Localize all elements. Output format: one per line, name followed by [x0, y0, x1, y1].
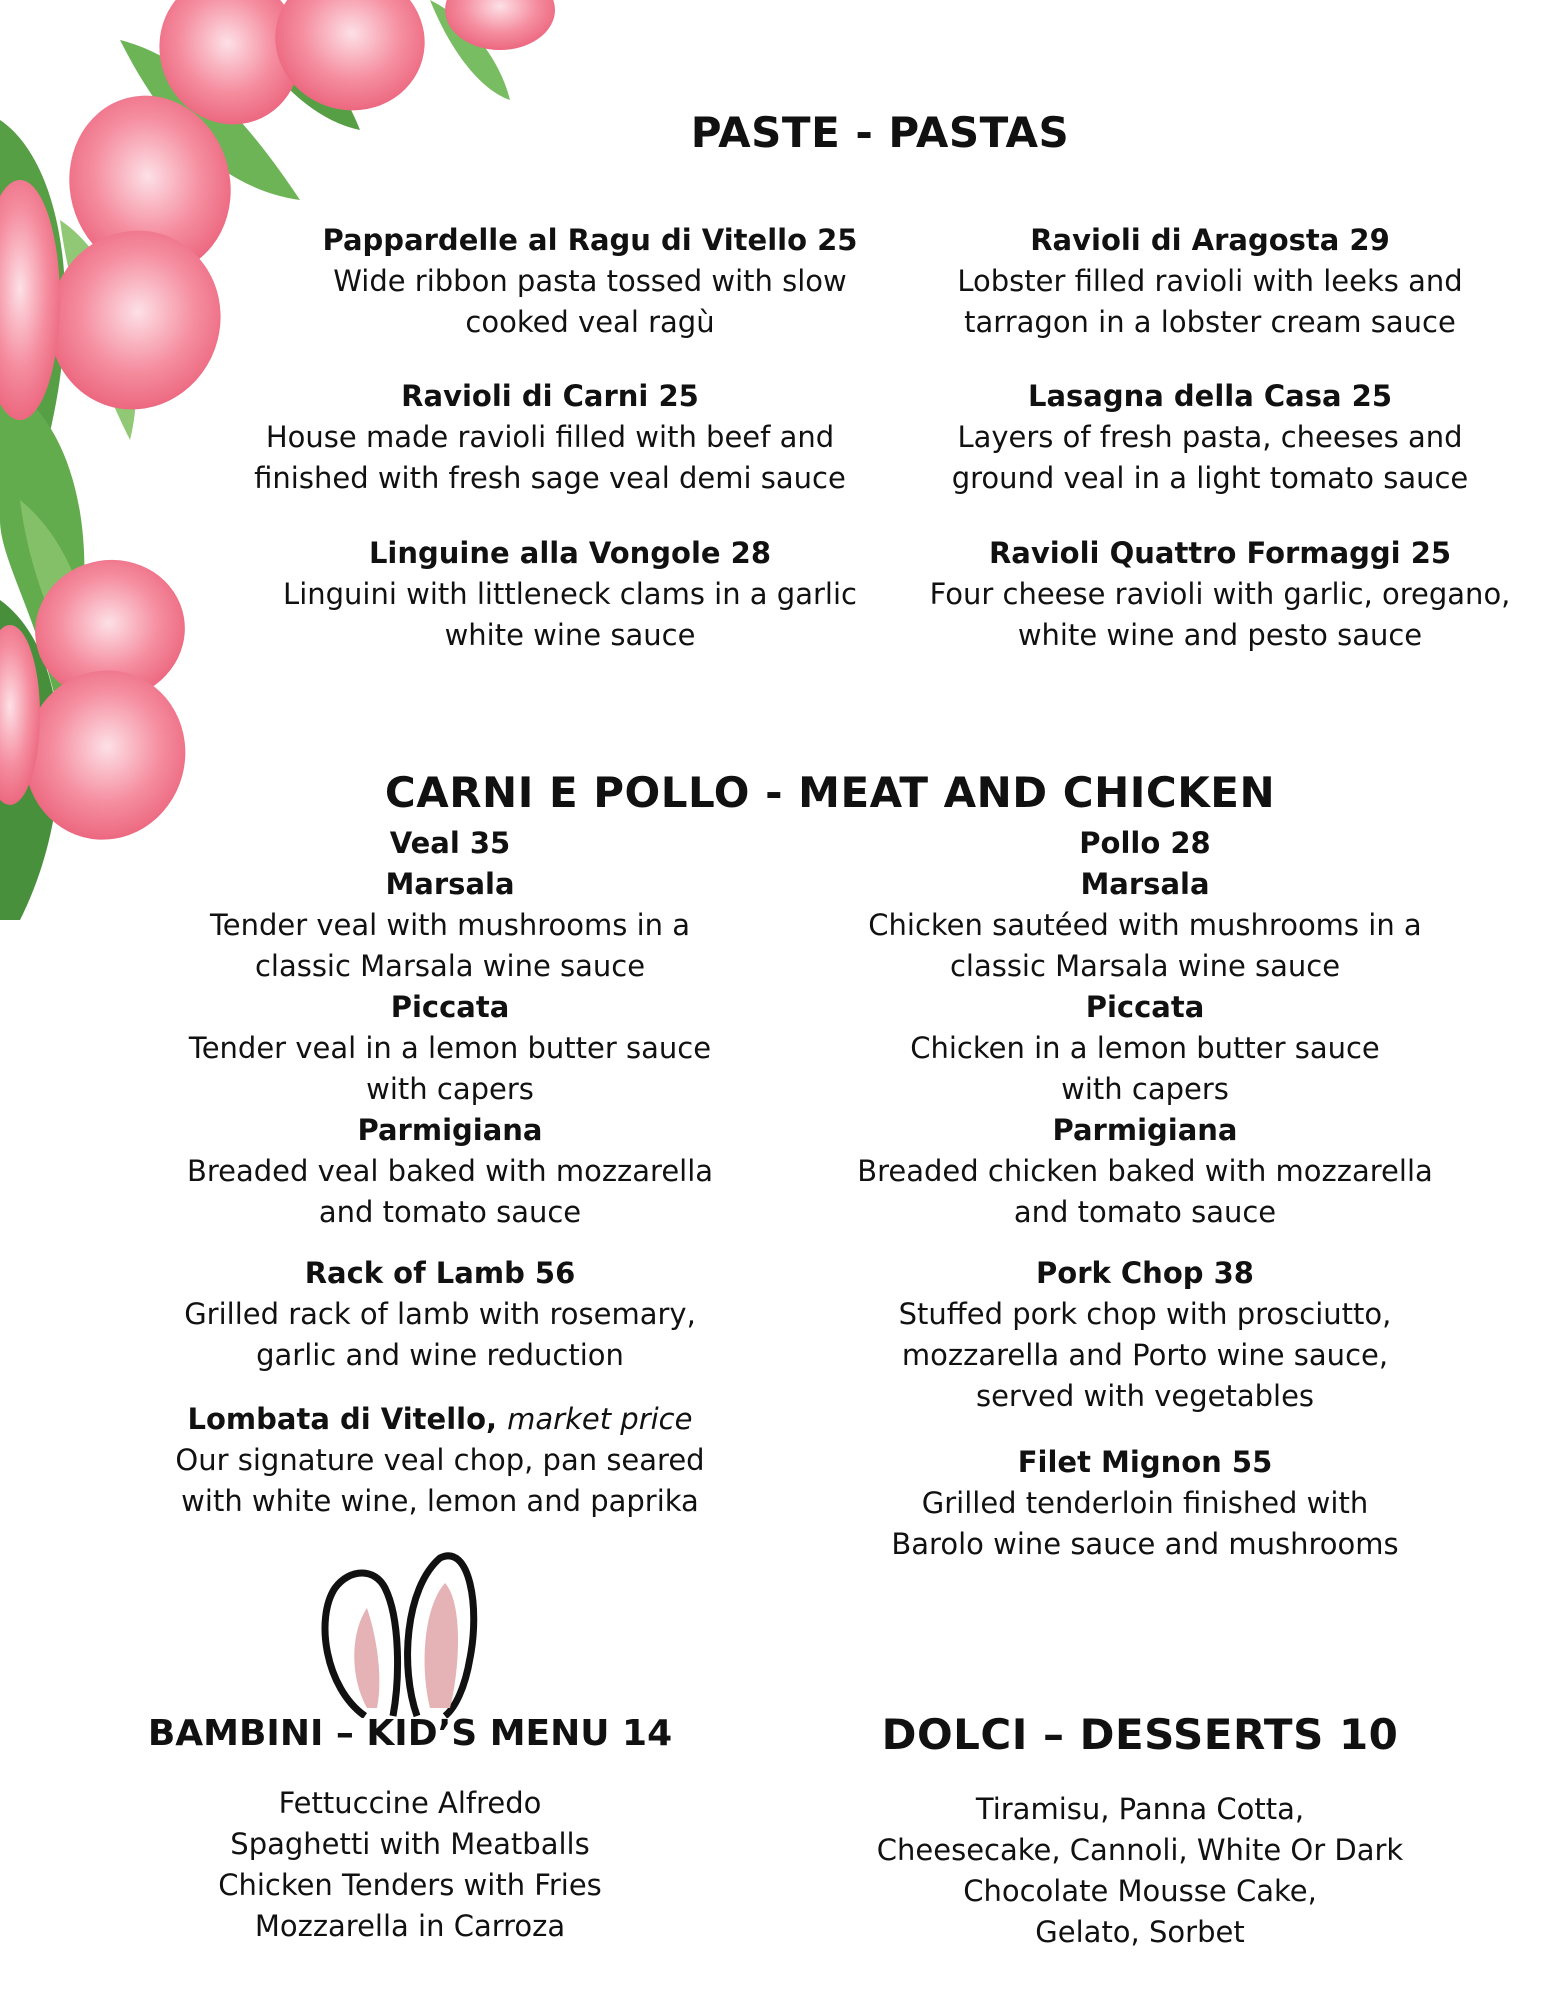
menu-item-pork-chop [830, 1253, 1460, 1417]
style-desc: Tender veal in a lemon butter sauce [188, 1031, 712, 1065]
list-item: Fettuccine Alfredo [278, 1786, 542, 1820]
item-desc: Barolo wine sauce and mushrooms [891, 1527, 1399, 1561]
item-desc: cooked veal ragù [465, 305, 715, 339]
list-item: Chocolate Mousse Cake, [963, 1874, 1317, 1908]
menu-item-lombata [140, 1399, 740, 1522]
style-desc: Tender veal with mushrooms in a [209, 908, 691, 942]
item-desc: House made ravioli filled with beef and [265, 420, 835, 454]
item-desc: white wine and pesto sauce [1017, 618, 1423, 652]
item-desc: Grilled tenderloin finished with [921, 1486, 1369, 1520]
item-title: Pork Chop 38 [1036, 1256, 1254, 1290]
style-desc: Chicken sautéed with mushrooms in a [868, 908, 1422, 942]
item-title [140, 1399, 740, 1440]
list-item: Chicken Tenders with Fries [218, 1868, 602, 1902]
style-name: Marsala [385, 867, 515, 901]
list-item: Gelato, Sorbet [1035, 1915, 1245, 1949]
veal-title: Veal 35 [389, 826, 511, 860]
item-desc: ground veal in a light tomato sauce [951, 461, 1469, 495]
item-title: Filet Mignon 55 [1017, 1445, 1273, 1479]
style-desc: classic Marsala wine sauce [949, 949, 1341, 983]
style-name: Piccata [1085, 990, 1205, 1024]
list-item: Tiramisu, Panna Cotta, [975, 1792, 1305, 1826]
style-desc: Breaded chicken baked with mozzarella [857, 1154, 1433, 1188]
item-title: Pappardelle al Ragu di Vitello 25 [322, 223, 858, 257]
item-desc: white wine sauce [444, 618, 696, 652]
style-name: Parmigiana [1052, 1113, 1238, 1147]
item-desc: tarragon in a lobster cream sauce [964, 305, 1456, 339]
menu-item-ravioli-carni [230, 376, 870, 499]
menu-item-filet-mignon [830, 1442, 1460, 1565]
style-desc: with capers [1061, 1072, 1229, 1106]
style-desc: and tomato sauce [318, 1195, 582, 1229]
lombata-title: Lombata di Vitello, [187, 1402, 498, 1436]
pollo-section [830, 823, 1460, 1233]
item-desc: mozzarella and Porto wine sauce, [901, 1338, 1389, 1372]
list-item: Spaghetti with Meatballs [230, 1827, 590, 1861]
item-desc: Layers of fresh pasta, cheeses and [957, 420, 1463, 454]
desserts-heading: DOLCI – DESSERTS 10 [881, 1710, 1399, 1759]
item-desc: served with vegetables [975, 1379, 1315, 1413]
item-title: Ravioli di Carni 25 [401, 379, 699, 413]
item-title: Linguine alla Vongole 28 [368, 536, 772, 570]
style-desc: and tomato sauce [1013, 1195, 1277, 1229]
style-desc: Chicken in a lemon butter sauce [910, 1031, 1380, 1065]
style-desc: with capers [366, 1072, 534, 1106]
item-desc: Stuffed pork chop with prosciutto, [898, 1297, 1392, 1331]
style-name: Marsala [1080, 867, 1210, 901]
item-desc: Grilled rack of lamb with rosemary, [184, 1297, 696, 1331]
kids-heading: BAMBINI – KID’S MENU 14 [147, 1713, 673, 1754]
style-desc: classic Marsala wine sauce [254, 949, 646, 983]
style-name: Piccata [390, 990, 510, 1024]
item-title: Rack of Lamb 56 [304, 1256, 576, 1290]
style-name: Parmigiana [357, 1113, 543, 1147]
menu-item-rack-of-lamb [150, 1253, 730, 1376]
item-desc: Four cheese ravioli with garlic, oregano, [929, 577, 1511, 611]
item-desc: with white wine, lemon and paprika [181, 1484, 699, 1518]
list-item: Cheesecake, Cannoli, White Or Dark [876, 1833, 1404, 1867]
style-desc: Breaded veal baked with mozzarella [186, 1154, 714, 1188]
item-desc: Linguini with littleneck clams in a garlic [283, 577, 857, 611]
meat-heading: CARNI E POLLO - MEAT AND CHICKEN [384, 768, 1276, 817]
veal-section [150, 823, 750, 1233]
item-desc: garlic and wine reduction [256, 1338, 624, 1372]
menu-item-ravioli-formaggi [900, 533, 1540, 656]
item-desc: Our signature veal chop, pan seared [175, 1443, 705, 1477]
menu-item-ravioli-aragosta [910, 220, 1510, 343]
item-desc: Lobster filled ravioli with leeks and [957, 264, 1463, 298]
item-desc: Wide ribbon pasta tossed with slow [333, 264, 847, 298]
item-title: Ravioli di Aragosta 29 [1030, 223, 1390, 257]
item-title: Ravioli Quattro Formaggi 25 [988, 536, 1452, 570]
pastas-heading: PASTE - PASTAS [690, 108, 1070, 157]
pollo-title: Pollo 28 [1079, 826, 1211, 860]
menu-item-lasagna [900, 376, 1520, 499]
kids-list [140, 1783, 680, 1947]
item-title: Lasagna della Casa 25 [1027, 379, 1393, 413]
bunny-ears-icon [305, 1548, 505, 1718]
desserts-list [830, 1789, 1450, 1953]
list-item: Mozzarella in Carroza [254, 1909, 566, 1943]
item-desc: finished with fresh sage veal demi sauce [254, 461, 846, 495]
menu-item-linguine [250, 533, 890, 656]
market-price: market price [507, 1402, 693, 1436]
menu-item-pappardelle [290, 220, 890, 343]
